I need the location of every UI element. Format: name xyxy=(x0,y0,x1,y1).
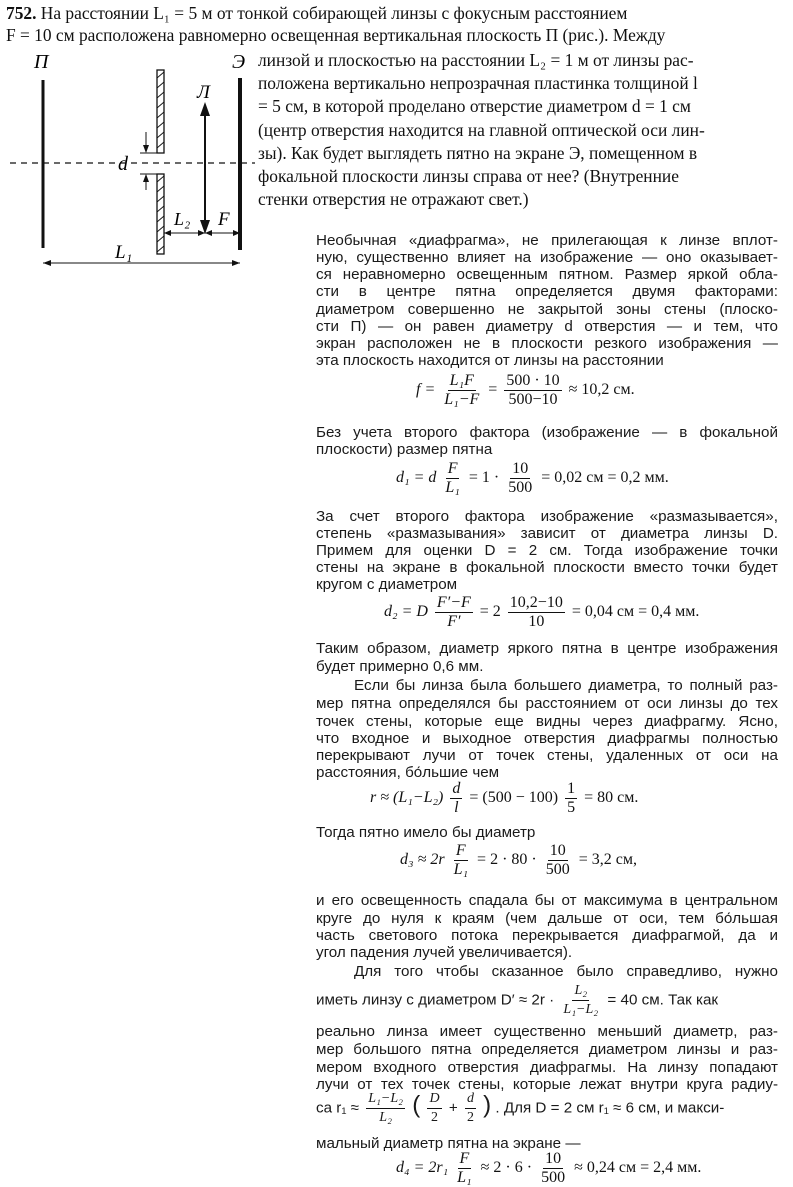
text-line: стены на экране в фокальной плоскости вместо точки будет xyxy=(316,559,778,576)
text-line: что входное и выходное отверстия диафрагмы полностью xyxy=(316,730,778,747)
text-line: За счет второго фактора изображение «размазывается», xyxy=(316,508,778,525)
formula-d2: d₂ = D $\frac{F'-F}{F'}$ = 2 $\frac{10,2-10}{10}$ = 0,04 см = 0,4 мм. xyxy=(384,594,700,630)
hole-diameter-label: d xyxy=(118,153,128,175)
text-line: мер пятна определялся бы расстоянием от оси линзы до тех xyxy=(316,695,778,712)
problem-line-2: F = 10 см расположена равномерно освещенная вертикальная плоскость П (рис.). Между xyxy=(6,25,666,45)
text-line: сти П) — он равен диаметру d отверстия — и тем, что xyxy=(316,318,778,335)
text-line: Для того чтобы сказанное было справедливо, нужно xyxy=(354,963,778,980)
text-line: круге до нуля к краям (чем дальше от оси, тем бо́льшая xyxy=(316,910,778,927)
problem-number: 752. xyxy=(6,3,37,23)
text-line: мером входного отверстия диафрагмы. На линзу попадают xyxy=(316,1059,778,1076)
problem-line-1: 752. На расстоянии L₁ = 5 м от тонкой собирающей линзы с фокусным расстоянием xyxy=(6,3,628,23)
problem-line-6: (центр отверстия находится на главной оптической оси лин- xyxy=(258,120,705,140)
text-line: Примем для оценки D = 2 см. Тогда изображение точки xyxy=(316,542,778,559)
plane-label: П xyxy=(34,51,49,73)
problem-line-3: линзой и плоскостью на расстоянии L₂ = 1 м от линзы рас- xyxy=(258,50,694,70)
problem-line-5: = 5 см, в которой проделано отверстие диаметром d = 1 см xyxy=(258,96,691,116)
L1-label: L₁ xyxy=(115,242,133,263)
lens-label: Л xyxy=(197,82,210,103)
text-line: эта плоскость находится от линзы на расстоянии xyxy=(316,352,664,369)
formula-d3: d₃ ≈ 2r $\frac{F}{\text{L₁}}$ = 2 · 80 · $\frac{10}{500}$ = 3,2 см, xyxy=(400,842,637,878)
text-line: расстояния, бо́льшие чем xyxy=(316,764,500,781)
L2-label: L₂ xyxy=(174,209,191,229)
text-line: реально линза имеет существенно меньший диаметр, раз- xyxy=(316,1023,778,1040)
problem-line-8: фокальной плоскости линзы справа от нее? (Внутренние xyxy=(258,166,679,186)
text-line: иметь линзу с диаметром D′ ≈ 2r · $\frac{\text{L₂}}{\text{L₁−L₂}}$ = 40 см. Так как xyxy=(316,983,719,1017)
text-line: мальный диаметр пятна на экране — xyxy=(316,1135,581,1152)
problem-line-7: зы). Как будет выглядеть пятно на экране Э, помещенном в xyxy=(258,143,698,163)
problem-line-9: стенки отверстия не отражают свет.) xyxy=(258,189,529,209)
screen-label: Э xyxy=(232,51,246,73)
text-line: будет примерно 0,6 мм. xyxy=(316,658,484,675)
text-line: степень «размазывания» зависит от диаметра линзы D. xyxy=(316,525,778,542)
text-line: экран расположен не в плоскости резкого изображения — xyxy=(316,335,778,352)
text-line: угол падения лучей увеличивается). xyxy=(316,944,573,961)
text-line: диаметром совершенно не закрытой зоны стены (плоско- xyxy=(316,301,778,318)
text-line: са r₁ ≈ $\frac{\text{L₁−L₂}}{\text{L₂}}$ ( $\frac{D}{2}$ + $\frac{d}{2}$ ) . Для D = 2 см r₁ ≈ 6 см, и макси- xyxy=(316,1091,725,1125)
text-line: плоскости) размер пятна xyxy=(316,441,493,458)
problem-line-4: положена вертикально непрозрачная пластинка толщиной l xyxy=(258,73,698,93)
plate-bottom xyxy=(157,174,164,254)
text-line: точек стены, которые еще видны через диафрагму. Ясно, xyxy=(316,713,778,730)
text-line: лучи от тех точек стены, которые лежат внутри круга радиу- xyxy=(316,1076,778,1093)
formula-f: f = $\frac{\text{L₁F}}{\text{L₁−F}}$ = $\frac{500 \cdot 10}{500-10}$ ≈ 10,2 см. xyxy=(416,372,635,408)
text-line: Если бы линза была большего диаметра, то полный раз- xyxy=(354,677,778,694)
text-line: Необычная «диафрагма», не прилегающая к линзе вплот- xyxy=(316,232,778,249)
text-line: кругом с диаметром xyxy=(316,576,458,593)
formula-r: r ≈ (L₁−L₂) $\frac{d}{l}$ = (500 − 100) $\frac{1}{5}$ = 80 см. xyxy=(370,780,639,816)
text-line: Без учета второго фактора (изображение — в фокальной xyxy=(316,424,778,441)
text-line: ся неравномерно освещенным пятном. Размер яркой обла- xyxy=(316,266,778,283)
text-line: и его освещенность спадала бы от максимума в центральном xyxy=(316,892,778,909)
text-line: часть светового потока перекрывается диафрагмой, да и xyxy=(316,927,778,944)
formula-d1: d₁ = d $\frac{F}{\text{L₁}}$ = 1 · $\frac{10}{500}$ = 0,02 см = 0,2 мм. xyxy=(396,460,669,496)
text-line: мер большого пятна определяется диаметром линзы и раз- xyxy=(316,1041,778,1058)
F-label: F xyxy=(218,209,230,230)
text-line: сти в центре пятна определяется двумя факторами: xyxy=(316,283,778,300)
optics-figure xyxy=(0,50,260,280)
text-line: Тогда пятно имело бы диаметр xyxy=(316,824,536,841)
text-line: Таким образом, диаметр яркого пятна в центре изображения xyxy=(316,640,778,657)
text-line: ную, существенно влияет на изображение — оно оказывает- xyxy=(316,249,778,266)
text-line: перекрывают лучи от точек стены, удаленных от оси на xyxy=(316,747,778,764)
formula-d4: d₄ = 2r₁ $\frac{F}{\text{L₁}}$ ≈ 2 · 6 · $\frac{10}{500}$ ≈ 0,24 см = 2,4 мм. xyxy=(396,1150,702,1186)
